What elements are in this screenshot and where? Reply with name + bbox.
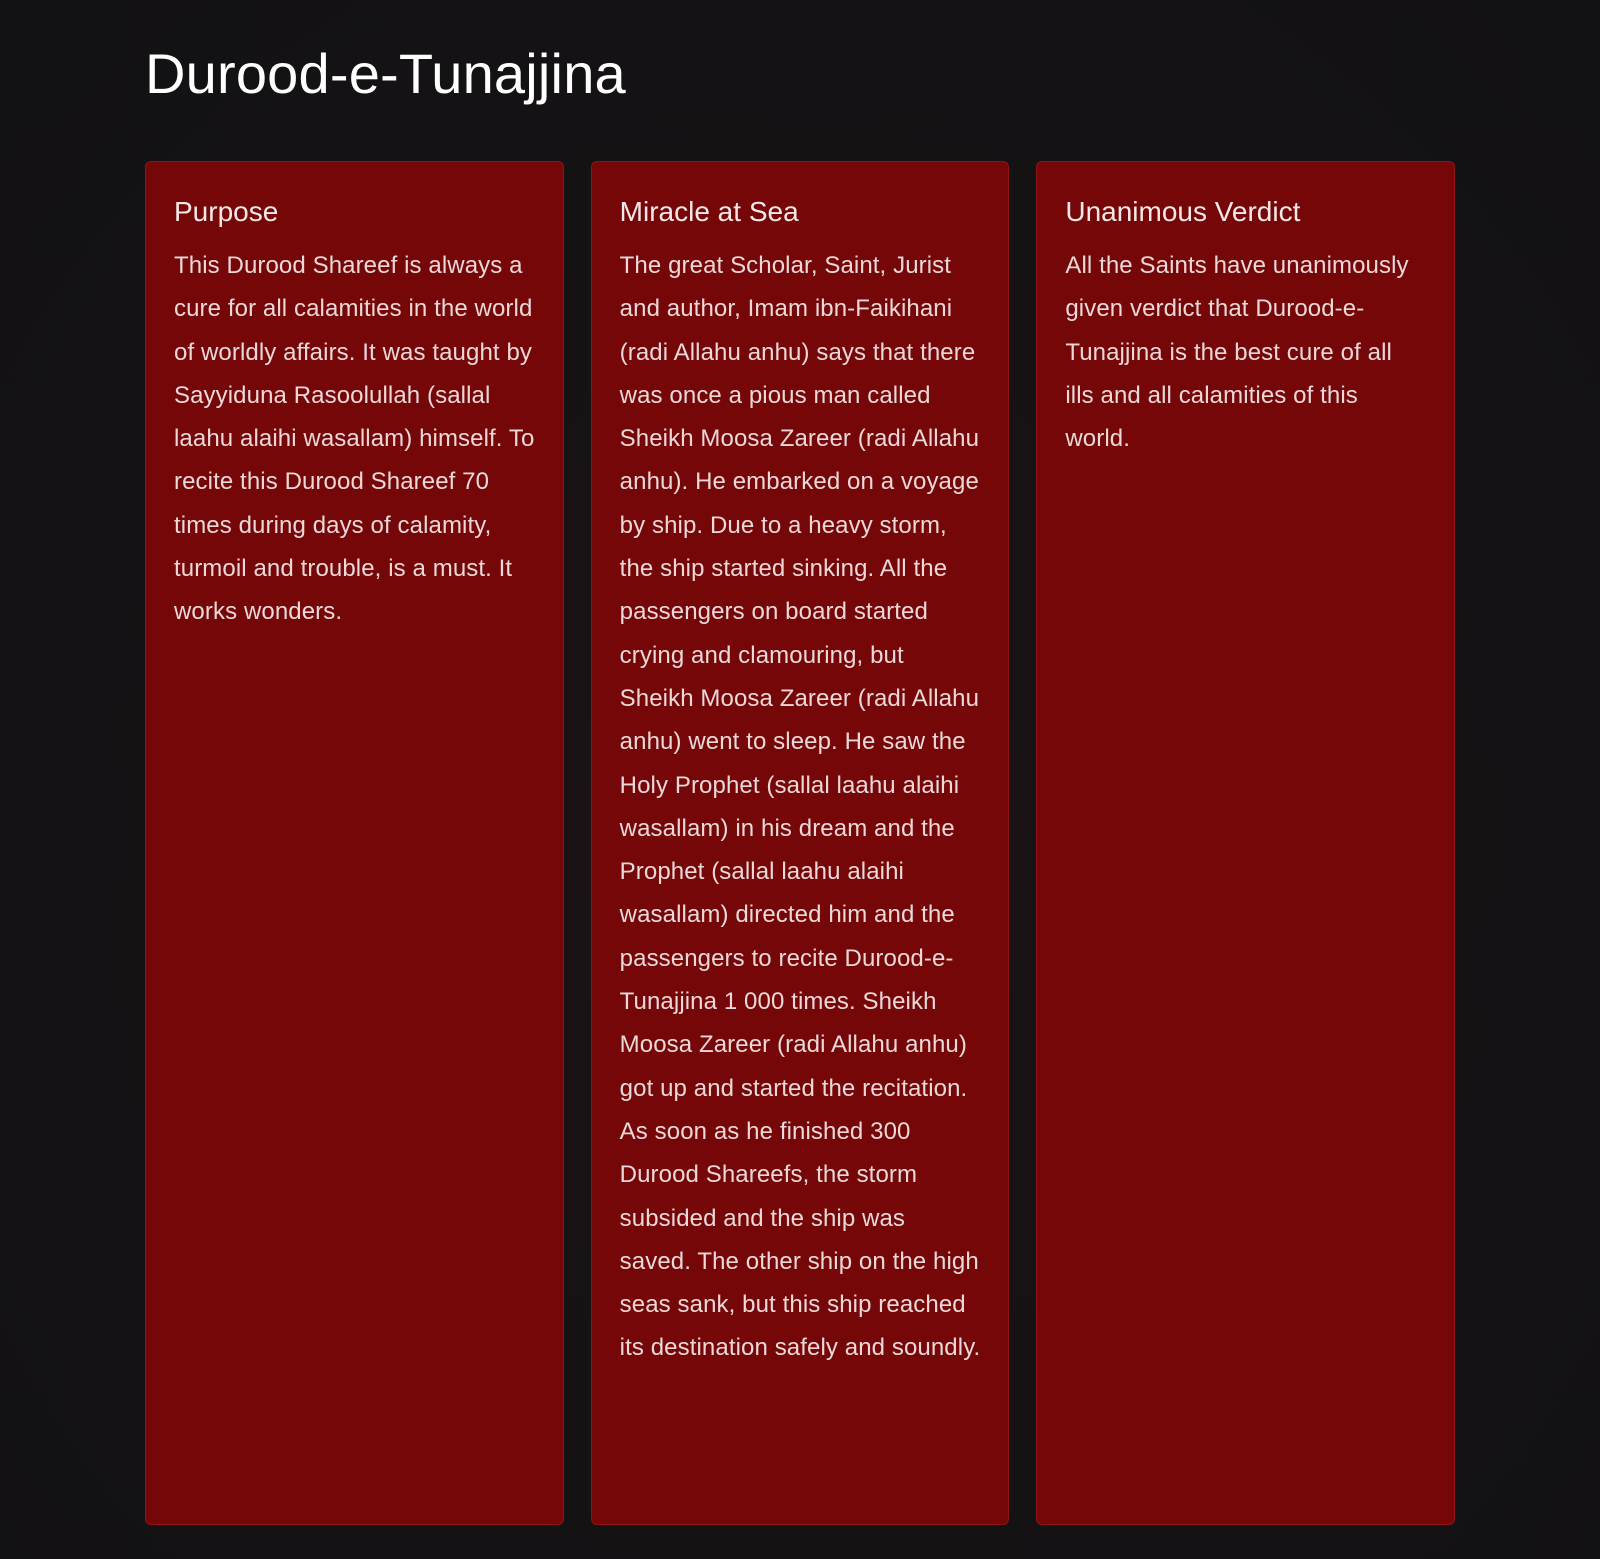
card-miracle-at-sea [591,161,1010,1525]
card-body: The great Scholar, Saint, Jurist and author, Imam ibn-Faikihani (radi Allahu anhu) says that there was once a pious man called Sheikh Moosa Zareer (radi Allahu anhu). He embarked on a voyage by ship. Due to a heavy storm, the ship started sinking. All the passengers on board started crying and clamouring, but Sheikh Moosa Zareer (radi Allahu anhu) went to sleep. He saw the Holy Prophet (sallal laahu alaihi wasallam) in his dream and the Prophet (sallal laahu alaihi wasallam) directed him and the passengers to recite Durood-e-Tunajjina 1 000 times. Sheikh Moosa Zareer (radi Allahu anhu) got up and started the recitation. As soon as he finished 300 Durood Shareefs, the storm subsided and the ship was saved. The other ship on the high seas sank, but this ship reached its destination safely and soundly. [619,252,981,1362]
card-grid [145,161,1455,1525]
card-title: Purpose [174,196,279,227]
card-title: Miracle at Sea [619,196,799,227]
card-unanimous-verdict [1036,161,1455,1525]
page-container [145,0,1455,1559]
page-title: Durood-e-Tunajjina [145,42,626,105]
card-body: This Durood Shareef is always a cure for all calamities in the world of worldly affairs. It was taught by Sayyiduna Rasoolullah (sallal laahu alaihi wasallam) himself. To recite this Durood Shareef 70 times during days of calamity, turmoil and trouble, is a must. It works wonders. [174,252,535,626]
card-purpose [145,161,564,1525]
card-title: Unanimous Verdict [1065,196,1301,227]
card-body: All the Saints have unanimously given verdict that Durood-e-Tunajjina is the best cure of all ills and all calamities of this world. [1065,252,1409,453]
